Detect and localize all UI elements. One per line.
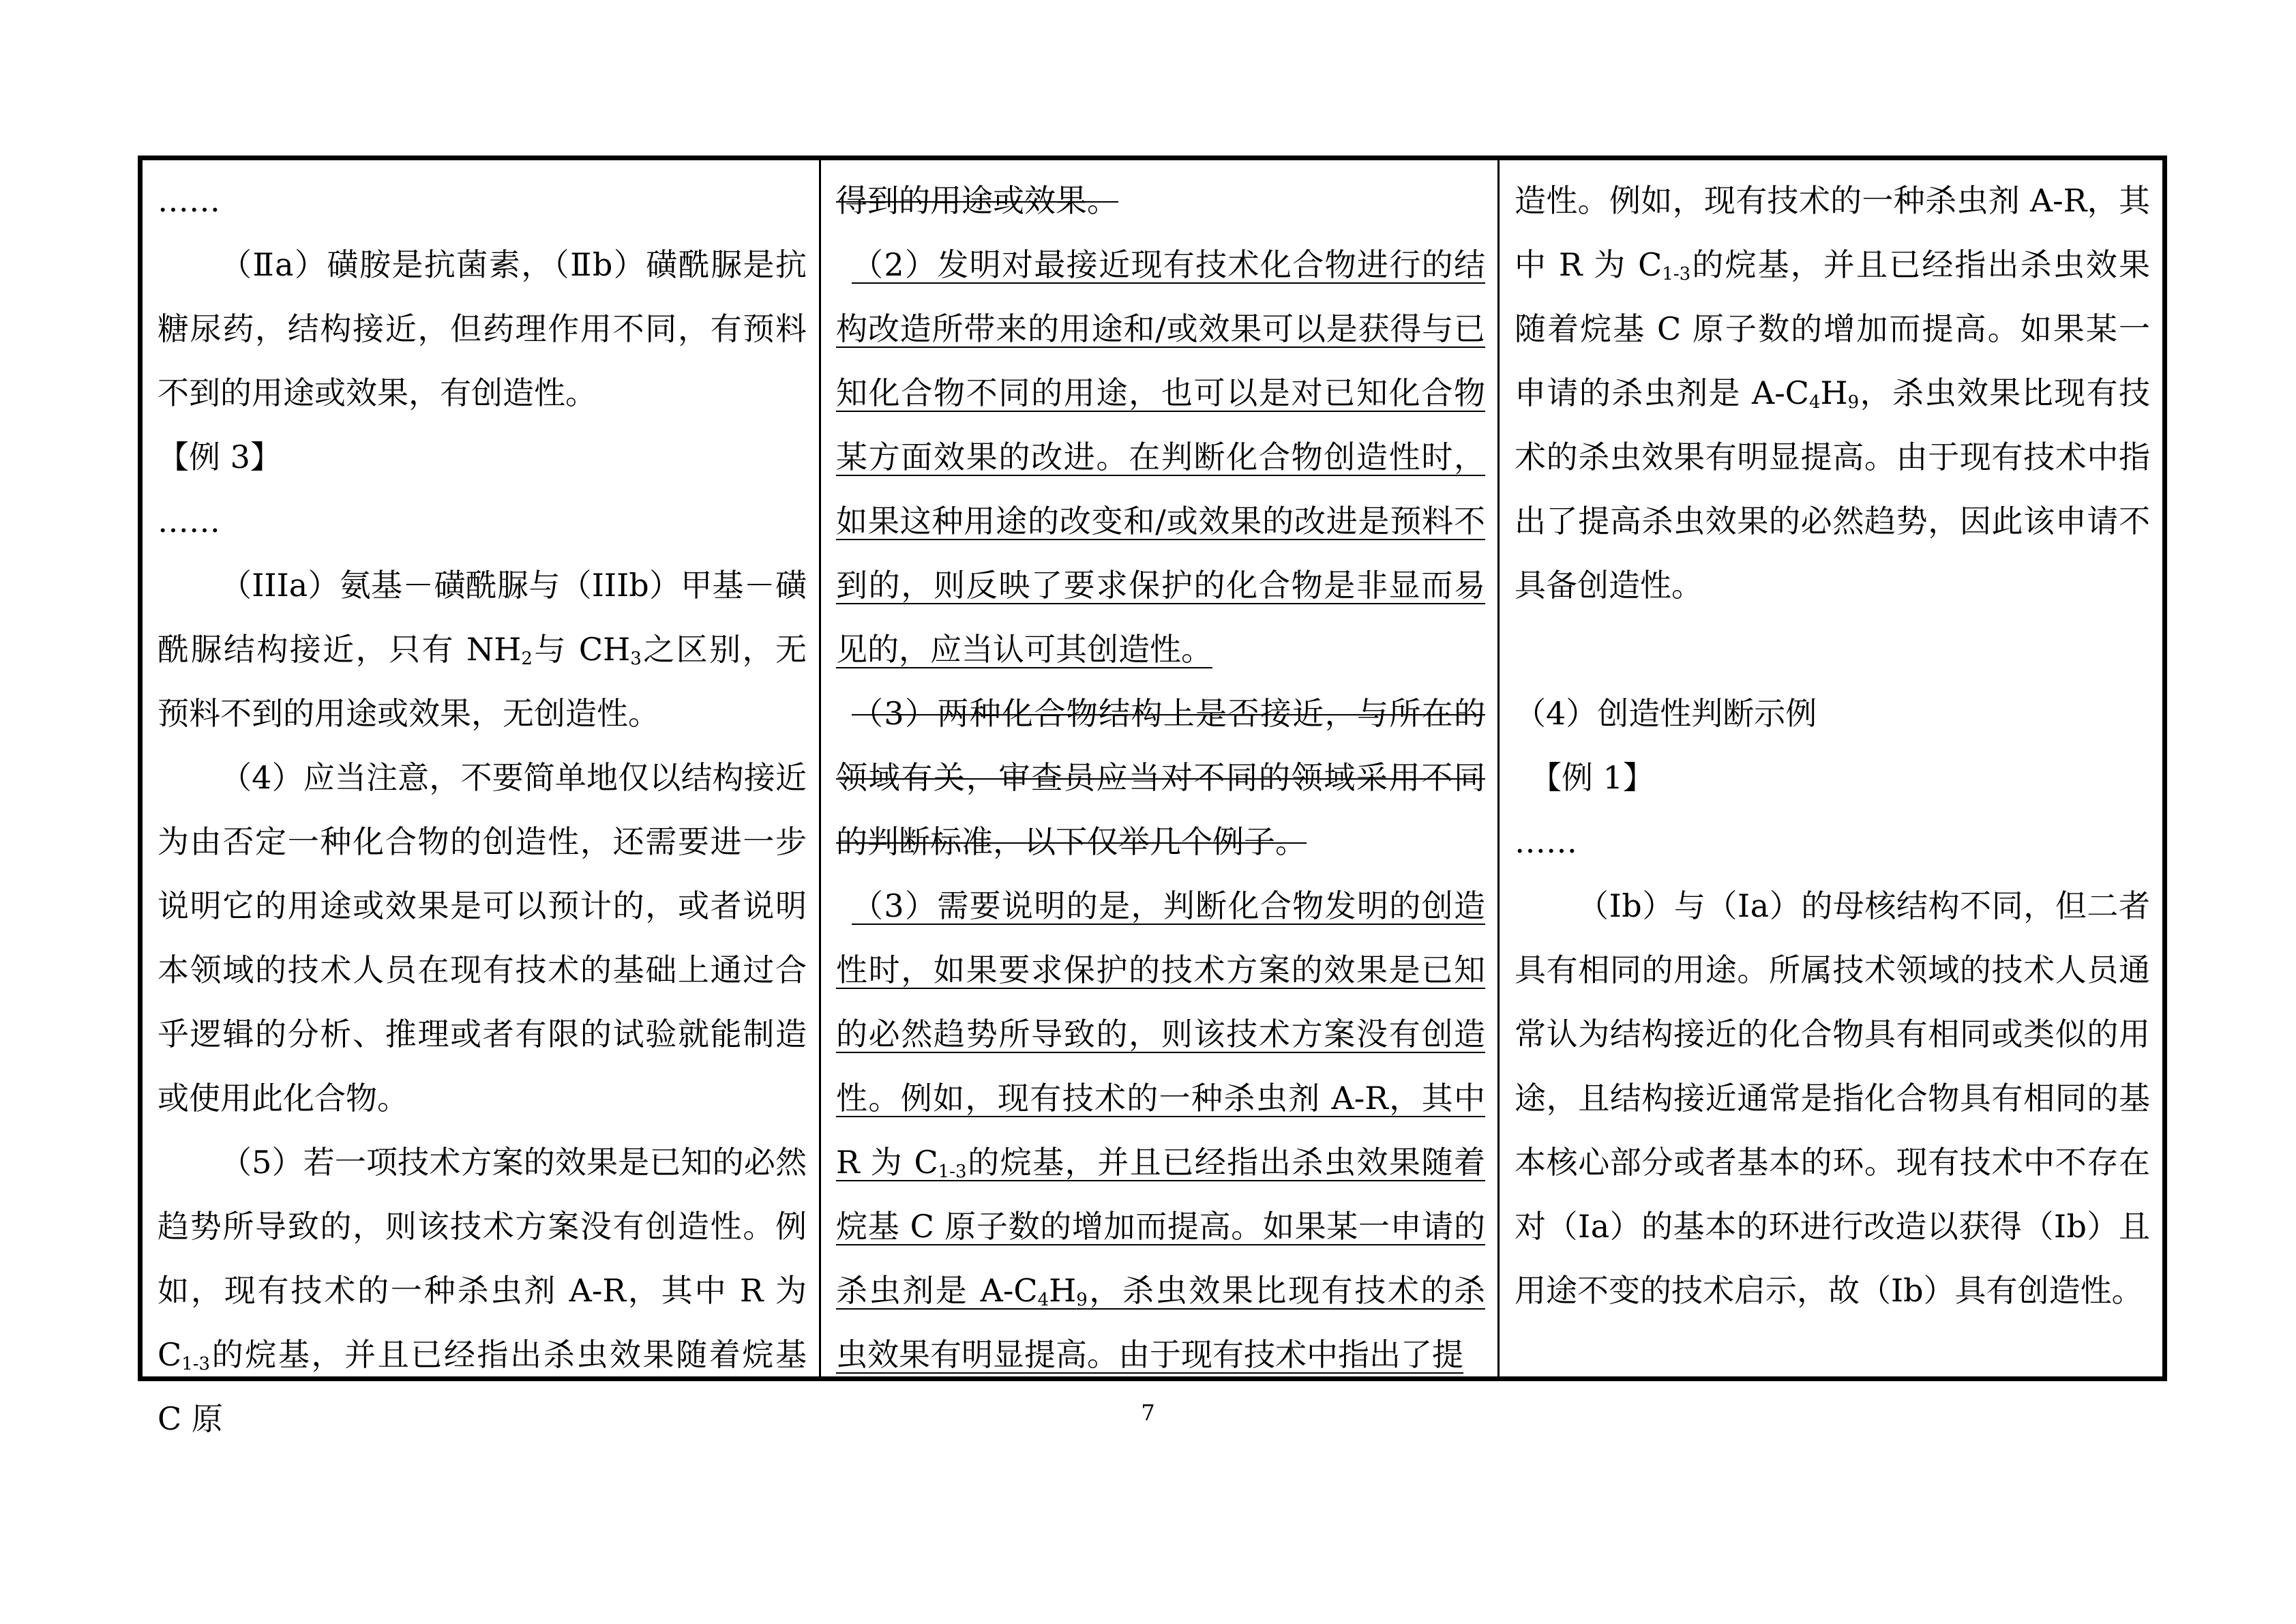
example-1-heading: 【例 1】 (1530, 759, 1654, 796)
example-3-heading: 【例 3】 (158, 439, 282, 475)
paragraph-continued: 造性。例如，现有技术的一种杀虫剂 A-R，其中 R 为 $C_{1-3}$的烷基，并且已经指出杀虫效果随着烷基 C 原子数的增加而提高。如果某一申请的杀虫剂是 $A-C_4H_9$，杀虫效果比现有技术的杀虫效果有明显提高。由于现有技术中指出了提高杀虫效果的必然趋势，因此该申请不具备创造性。 (1515, 182, 2151, 604)
paragraph-iiia: （IIIa）氨基－磺酰脲与（IIIb）甲基－磺酰脲结构接近，只有 $NH_2$与 $CH_3$之区别，无预料不到的用途或效果，无创造性。 (158, 567, 807, 732)
paragraph-iia: （Ⅱa）磺胺是抗菌素，（Ⅱb）磺酰脲是抗糖尿药，结构接近，但药理作用不同，有预料不到的用途或效果，有创造性。 (158, 246, 807, 411)
deleted-text: 得到的用途或效果。 (836, 182, 1118, 219)
ellipsis: …… (158, 503, 220, 540)
page-number: 7 (1141, 1400, 1155, 1426)
paragraph-5: （5）若一项技术方案的效果是已知的必然趋势所导致的，则该技术方案没有创造性。例如，现有技术的一种杀虫剂 A-R，其中 R 为 $C_{1-3}$的烷基，并且已经指出杀虫效果随着烷基 C 原 (158, 1144, 807, 1437)
section-heading-4: （4）创造性判断示例 (1515, 695, 1817, 732)
spacer (1515, 617, 2150, 681)
column-original (143, 160, 821, 1437)
inserted-paragraph-3: （3）需要说明的是，判断化合物发明的创造性时，如果要求保护的技术方案的效果是已知的必然趋势所导致的，则该技术方案没有创造性。例如，现有技术的一种杀虫剂 A-R，其中 R 为 $C_{1-3}$的烷基，并且已经指出杀虫效果随着烷基 C 原子数的增加而提高。如果某一申请的杀虫剂是 $A-C_4H_9$，杀虫效果比现有技术的杀虫效果有明显提高。由于现有技术中指出了提 (836, 887, 1486, 1373)
column-revised (1500, 160, 2162, 1376)
paragraph-ib: （Ⅰb）与（Ⅰa）的母核结构不同，但二者具有相同的用途。所属技术领域的技术人员通常认为结构接近的化合物具有相同或类似的用途，且结构接近通常是指化合物具有相同的基本核心部分或者基本的环。现有技术中不存在对（Ⅰa）的基本的环进行改造以获得（Ⅰb）且用途不变的技术启示，故（Ⅰb）具有创造性。 (1515, 887, 2150, 1309)
paragraph-4: （4）应当注意，不要简单地仅以结构接近为由否定一种化合物的创造性，还需要进一步说明它的用途或效果是可以预计的，或者说明本领域的技术人员在现有技术的基础上通过合乎逻辑的分析、推理或者有限的试验就能制造或使用此化合物。 (158, 759, 807, 1117)
column-revision-marks (821, 160, 1500, 1376)
ellipsis: …… (158, 182, 220, 219)
deleted-paragraph-3: （3）两种化合物结构上是否接近，与所在的领域有关，审查员应当对不同的领域采用不同的判断标准，以下仅举几个例子。 (836, 695, 1485, 860)
ellipsis: …… (1515, 823, 1577, 860)
comparison-table (138, 156, 2167, 1437)
inserted-paragraph-2: （2）发明对最接近现有技术化合物进行的结构改造所带来的用途和/或效果可以是获得与已知化合物不同的用途，也可以是对已知化合物某方面效果的改进。在判断化合物创造性时，如果这种用途的改变和/或效果的改进是预料不到的，则反映了要求保护的化合物是非显而易见的，应当认可其创造性。 (836, 246, 1485, 668)
